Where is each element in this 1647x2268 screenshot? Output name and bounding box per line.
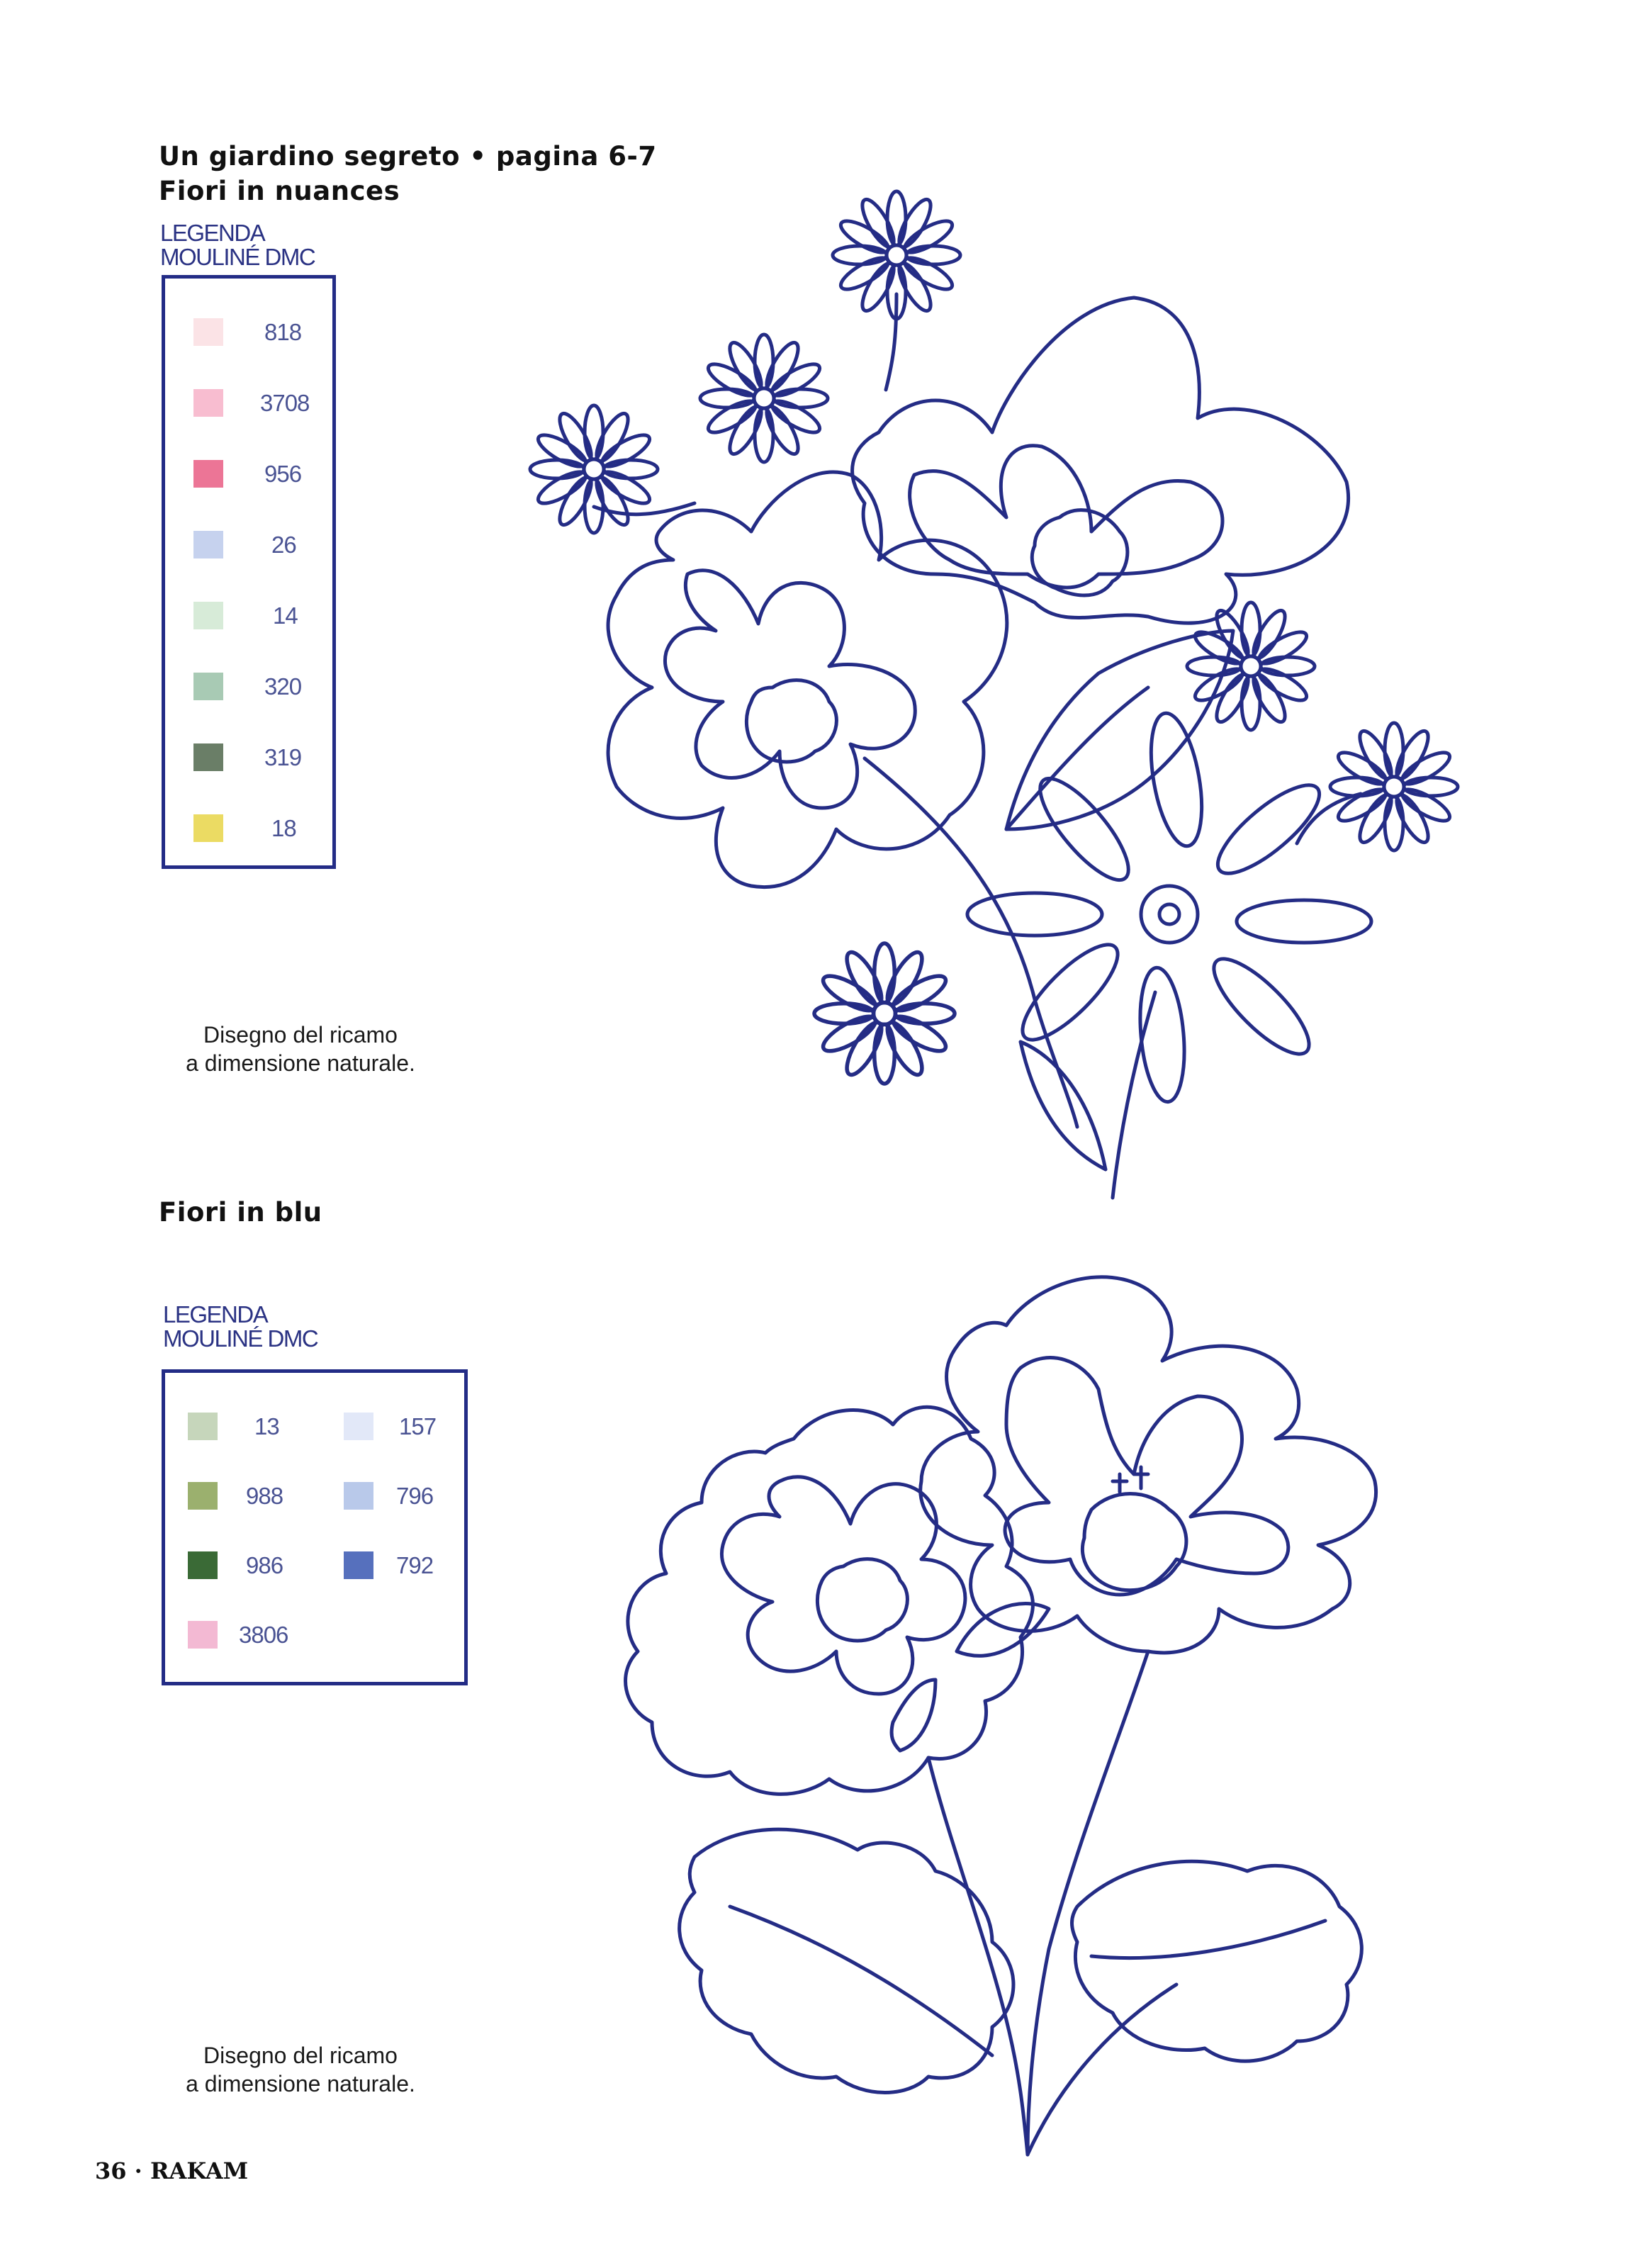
section1-caption <box>123 1021 478 1077</box>
flower-center <box>746 680 836 762</box>
page-footer <box>95 2157 248 2184</box>
color-swatch <box>193 460 223 488</box>
caption-line2: a dimensione naturale. <box>186 2071 415 2096</box>
color-swatch <box>193 673 223 700</box>
section1-title-line1: Un giardino segreto • pagina 6-7 <box>159 141 657 172</box>
section1-title-line2: Fiori in nuances <box>159 176 400 206</box>
color-swatch <box>193 743 223 771</box>
color-swatch <box>193 814 223 842</box>
legend-heading-line1: LEGENDA <box>163 1301 268 1327</box>
color-code: 792 <box>396 1552 434 1578</box>
caption-line1: Disegno del ricamo <box>203 2043 398 2068</box>
color-code: 796 <box>396 1483 434 1509</box>
color-code: 18 <box>271 815 296 841</box>
section2-title: Fiori in blu <box>159 1197 322 1228</box>
color-swatch <box>344 1482 373 1510</box>
color-code: 157 <box>399 1413 437 1439</box>
section2-caption <box>123 2041 478 2098</box>
color-code: 988 <box>246 1483 283 1509</box>
color-code: 3708 <box>260 390 310 416</box>
caption-line2: a dimensione naturale. <box>186 1050 415 1076</box>
flower-center <box>1032 510 1128 595</box>
left-flower-outline <box>608 472 1007 887</box>
color-code: 818 <box>264 319 302 345</box>
color-swatch <box>344 1551 373 1579</box>
stem <box>928 1758 1028 2155</box>
daisy-far-right <box>1330 723 1458 850</box>
daisy-upper-left <box>700 335 828 462</box>
color-code: 956 <box>264 461 302 487</box>
color-code: 986 <box>246 1552 283 1578</box>
legend-heading-line1: LEGENDA <box>160 220 265 246</box>
color-swatch <box>193 602 223 629</box>
color-code: 319 <box>264 744 302 770</box>
leaf <box>957 1604 1049 1656</box>
daisy-bottom <box>814 943 955 1084</box>
embroidery-design-bouquet <box>510 177 1517 1212</box>
color-swatch <box>188 1621 218 1649</box>
color-swatch <box>193 531 223 558</box>
stem <box>865 758 1035 999</box>
legend-heading-line2: MOULINÉ DMC <box>160 244 315 270</box>
color-swatch <box>188 1413 218 1440</box>
poppy-left-inner <box>721 1477 965 1694</box>
color-swatch <box>193 318 223 346</box>
poppy-right-inner <box>1005 1358 1288 1595</box>
color-swatch <box>188 1551 218 1579</box>
stem <box>1113 992 1155 1198</box>
color-code: 14 <box>273 602 298 629</box>
section2-legend-heading <box>163 1303 317 1351</box>
leaf-vein <box>1006 687 1148 829</box>
caption-line1: Disegno del ricamo <box>203 1022 398 1048</box>
flower-center <box>817 1559 907 1641</box>
flower-center <box>1082 1494 1186 1590</box>
stem <box>1028 1651 1148 2155</box>
section1-legend-heading <box>160 221 315 269</box>
color-swatch <box>193 389 223 417</box>
leaf <box>1021 1042 1106 1169</box>
section2-legend-box <box>162 1369 468 1685</box>
color-swatch <box>188 1482 218 1510</box>
color-swatch <box>344 1413 373 1440</box>
color-code: 13 <box>254 1413 279 1439</box>
color-code: 320 <box>264 673 302 700</box>
color-code: 3806 <box>239 1622 288 1648</box>
color-code: 26 <box>271 532 296 558</box>
left-flower-inner <box>665 571 915 808</box>
section1-legend-box <box>162 275 336 869</box>
legend-heading-line2: MOULINÉ DMC <box>163 1325 318 1352</box>
footer-separator: · <box>134 2157 142 2184</box>
large-flower-inner <box>910 446 1222 588</box>
page-number: 36 <box>95 2157 127 2184</box>
leaf-vein <box>1091 1921 1325 1958</box>
stem <box>1028 1984 1176 2155</box>
embroidery-design-poppies <box>624 1240 1502 2190</box>
leaf-vein <box>730 1907 992 2055</box>
leaf <box>680 1829 1013 2092</box>
magazine-name: RAKAM <box>150 2157 249 2184</box>
poppy-right-outline <box>921 1277 1376 1653</box>
